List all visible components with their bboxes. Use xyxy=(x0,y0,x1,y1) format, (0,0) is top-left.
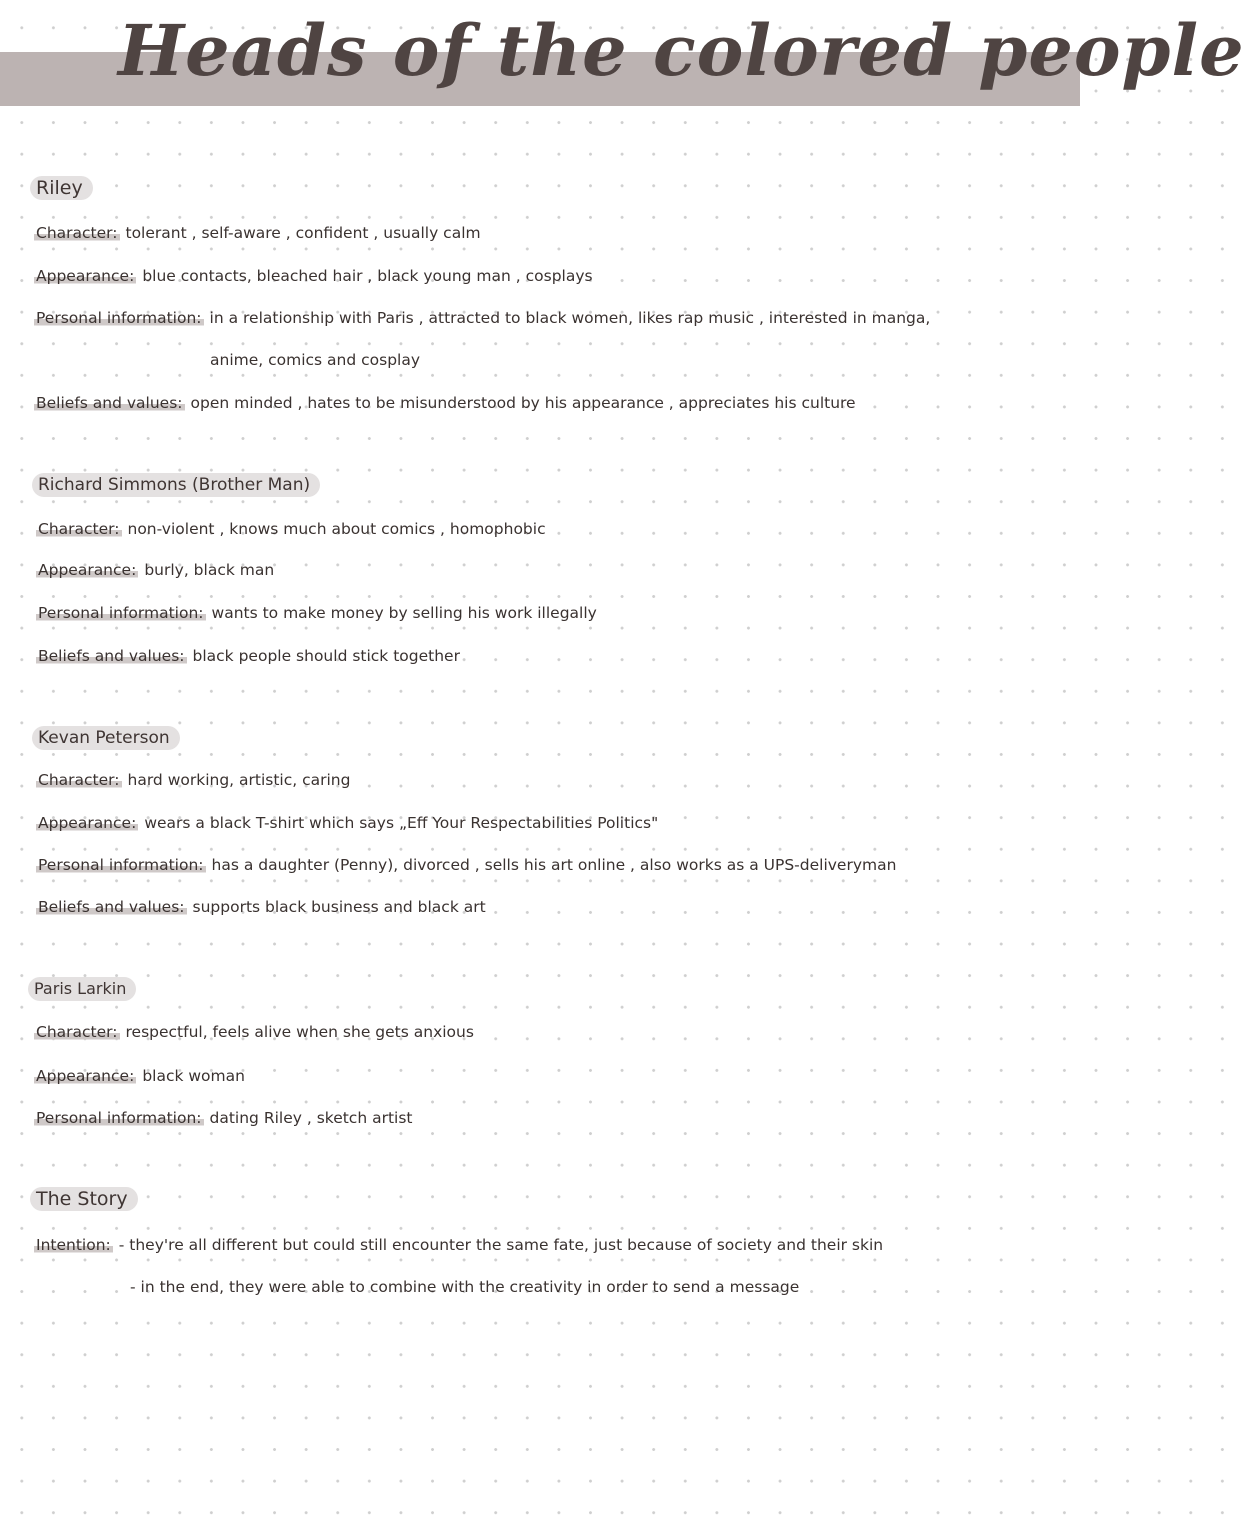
section-heading-paris: Paris Larkin xyxy=(28,977,136,1001)
character-label: Character : xyxy=(36,771,122,789)
richard-character-line xyxy=(36,519,546,539)
beliefs-label: Beliefs and values : xyxy=(36,647,187,665)
riley-personal-line xyxy=(34,308,930,328)
appearance-value: burly, black man xyxy=(144,561,275,579)
intention-point-2: - in the end, they were able to combine with the creativity in order to send a message xyxy=(130,1278,800,1296)
character-value: hard working, artistic, caring xyxy=(127,771,351,789)
intention-label: Intention : xyxy=(34,1236,113,1254)
personal-label: Personal information : xyxy=(36,604,206,622)
personal-label: Personal information : xyxy=(36,856,206,874)
kevan-personal-line xyxy=(36,855,896,875)
personal-value: in a relationship with Paris , attracted to black women, likes rap music , interested in manga, xyxy=(209,309,931,327)
personal-value: has a daughter (Penny), divorced , sells his art online , also works as a UPS-deliveryman xyxy=(211,856,897,874)
appearance-value: black woman xyxy=(142,1067,245,1085)
appearance-label: Appearance : xyxy=(34,267,136,285)
beliefs-value: black people should stick together xyxy=(192,647,460,665)
riley-appearance-line xyxy=(34,266,593,286)
kevan-beliefs-line xyxy=(36,897,486,917)
beliefs-value: supports black business and black art xyxy=(192,898,486,916)
personal-label: Personal information : xyxy=(34,1109,204,1127)
richard-appearance-line xyxy=(36,560,274,580)
section-heading-story: The Story xyxy=(30,1187,138,1211)
character-label: Character : xyxy=(34,1023,120,1041)
appearance-label: Appearance : xyxy=(36,561,138,579)
richard-beliefs-line xyxy=(36,646,460,666)
kevan-character-line xyxy=(36,770,350,790)
paris-appearance-line xyxy=(34,1066,245,1086)
character-value: non-violent , knows much about comics , homophobic xyxy=(127,520,546,538)
section-heading-kevan: Kevan Peterson xyxy=(32,726,180,750)
riley-character-line xyxy=(34,223,481,243)
section-heading-riley: Riley xyxy=(30,176,93,200)
riley-beliefs-line xyxy=(34,393,856,413)
personal-value: wants to make money by selling his work illegally xyxy=(211,604,597,622)
character-label: Character : xyxy=(34,224,120,242)
appearance-label: Appearance : xyxy=(36,814,138,832)
character-value: respectful, feels alive when she gets anxious xyxy=(125,1023,474,1041)
kevan-appearance-line xyxy=(36,813,658,833)
beliefs-label: Beliefs and values : xyxy=(36,898,187,916)
riley-personal-continued: anime, comics and cosplay xyxy=(210,351,421,369)
page-title: Heads of the colored people xyxy=(118,9,1245,92)
appearance-label: Appearance : xyxy=(34,1067,136,1085)
paris-personal-line xyxy=(34,1108,413,1128)
personal-value: dating Riley , sketch artist xyxy=(209,1109,413,1127)
intention-point-1: - they're all different but could still encounter the same fate, just because of society and their skin xyxy=(118,1236,884,1254)
personal-label: Personal information : xyxy=(34,309,204,327)
beliefs-value: open minded , hates to be misunderstood by his appearance , appreciates his culture xyxy=(190,394,856,412)
appearance-value: blue contacts, bleached hair , black young man , cosplays xyxy=(142,267,593,285)
character-value: tolerant , self-aware , confident , usually calm xyxy=(125,224,481,242)
story-intention-line xyxy=(34,1235,883,1255)
richard-personal-line xyxy=(36,603,597,623)
character-label: Character : xyxy=(36,520,122,538)
paris-character-line xyxy=(34,1022,474,1042)
beliefs-label: Beliefs and values : xyxy=(34,394,185,412)
section-heading-richard: Richard Simmons (Brother Man) xyxy=(32,473,320,497)
appearance-value: wears a black T-shirt which says „Eff Your Respectabilities Politics" xyxy=(144,814,659,832)
